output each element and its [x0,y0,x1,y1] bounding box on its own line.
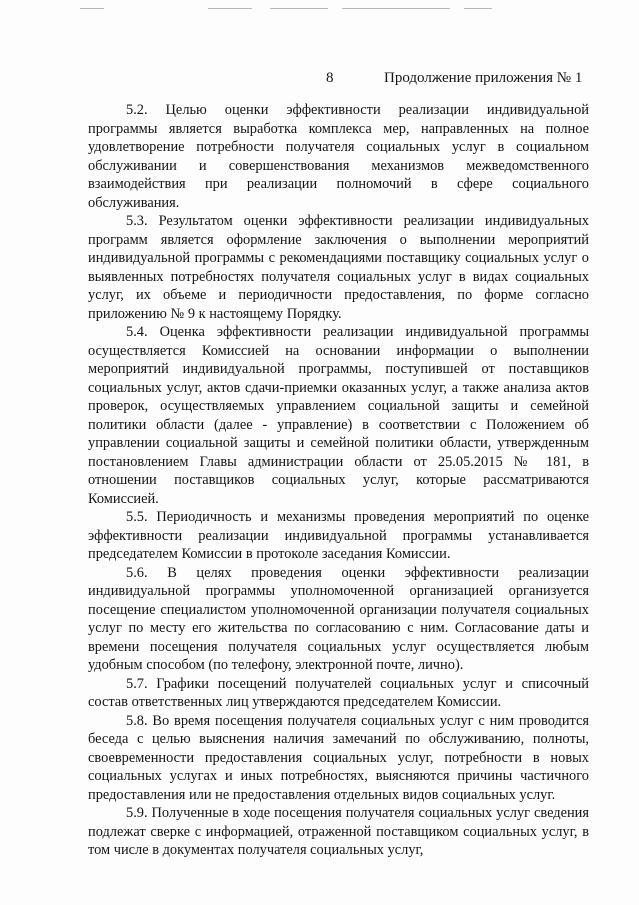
appendix-continuation-label: Продолжение приложения № 1 [384,70,583,86]
paragraph-5-5: 5.5. Периодичность и механизмы проведения мероприятий по оценке эффективности реализации индивидуальной программы устанавливается председателем Комиссии в протоколе заседания Комиссии. [88,509,589,562]
paragraph-5-8: 5.8. Во время посещения получателя социальных услуг с ним проводится беседа с целью выяснения наличия замечаний по обслуживанию, полноты, своевременности предоставления социальных услуг, потребности в новых социальных услугах и иных потребностях, выясняются причины частичного предоставления или не предоставления отдельных видов социальных услуг. [88,712,589,803]
page-header [0,70,639,90]
paragraph-5-6: 5.6. В целях проведения оценки эффективности реализации индивидуальной программы уполномоченной организацией организуется посещение специалистом уполномоченной организации получателя социальных услуг по месту его жительства по согласованию с ним. Согласование даты и времени посещения получателя социальных услуг осуществляется любым удобным способом (по телефону, электронной почте, лично). [88,564,589,673]
page-number: 8 [326,70,334,86]
paragraph-5-2: 5.2. Целью оценки эффективности реализации индивидуальной программы является выработка комплекса мер, направленных на полное удовлетворение потребности получателя социальных услуг в социальном обслуживании и совершенствования механизмов межведомственного взаимодействия при реализации полномочий в сфере социального обслуживания. [88,102,589,211]
document-body [88,101,589,860]
paragraph-5-3: 5.3. Результатом оценки эффективности реализации индивидуальных программ является оформление заключения о выполнении мероприятий индивидуальной программы с рекомендациями поставщику социальных услуг о выявленных потребностях получателя социальных услуг в видах социальных услуг, их объеме и периодичности предоставления, по форме согласно приложению № 9 к настоящему Порядку. [88,213,589,322]
paragraph-5-9: 5.9. Полученные в ходе посещения получателя социальных услуг сведения подлежат сверке с информацией, отраженной поставщиком социальных услуг, в том числе в документах получателя социальных услуг, [88,805,589,858]
paragraph-5-7: 5.7. Графики посещений получателей социальных услуг и списочный состав ответственных лиц утверждаются председателем Комиссии. [88,675,589,710]
scan-artifact [80,8,560,10]
paragraph-5-4: 5.4. Оценка эффективности реализации индивидуальной программы осуществляется Комиссией на основании информации о выполнении мероприятий индивидуальной программы, поступившей от поставщиков социальных услуг, актов сдачи-приемки оказанных услуг, а также анализа актов проверок, осуществляемых управлением социальной защиты и семейной политики области (далее - управление) в соответствии с Положением об управлении социальной защиты и семейной политики области, утвержденным постановлением Главы администрации области от 25.05.2015 № 181, в отношении поставщиков социальных услуг, которые рассматриваются Комиссией. [88,324,589,507]
